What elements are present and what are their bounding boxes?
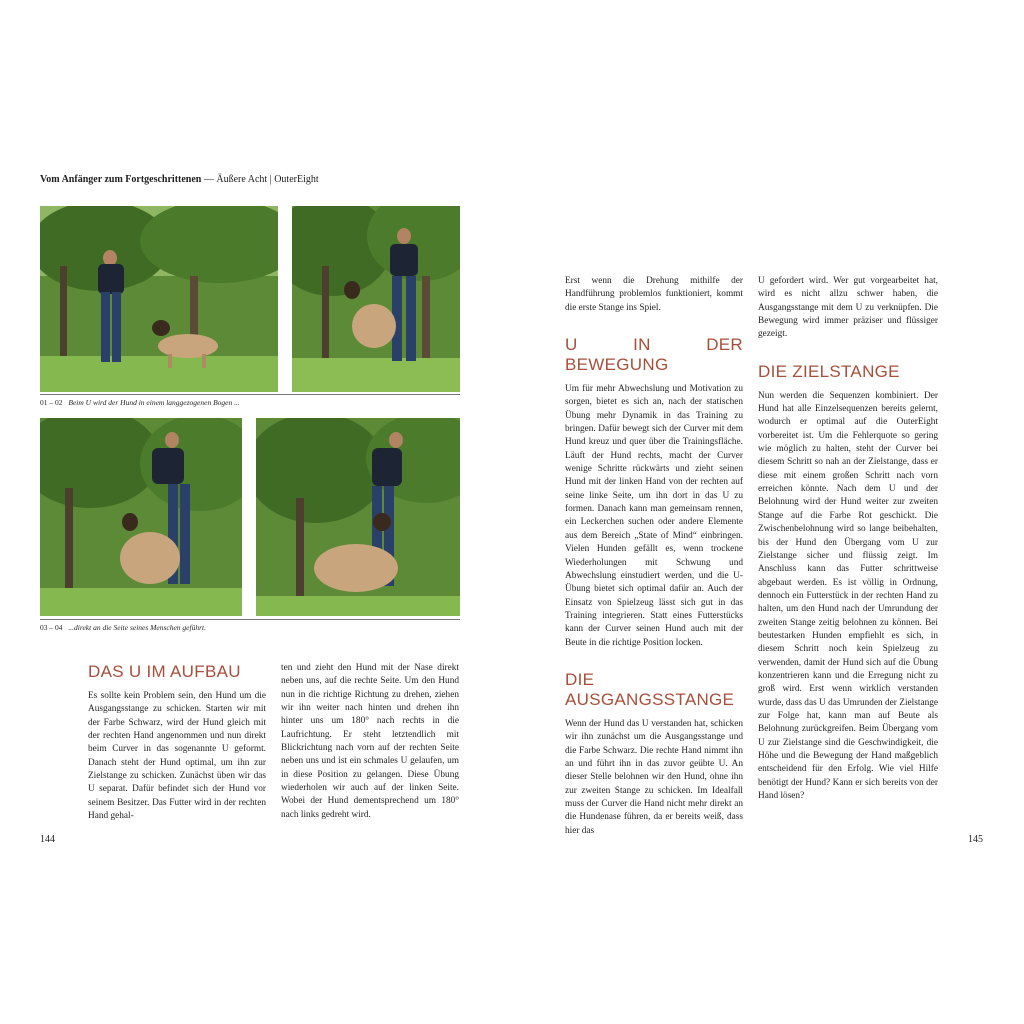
paragraph: Nun werden die Sequenzen kombiniert. Der Hund hat alle Einzelsequenzen bereits gelernt, wodurch er optimal auf die OuterEight vorbereitet ist. Um die Fehlerquote so gering wie möglich zu halten, steht der Curver bei diesem Schritt so nah an der Zielstange, dass er diese mit einem großen Schritt nach vorn erreichen könnte. Nach dem U und der Belohnung wird der Hund weiter zur zweiten Stange auf die Farbe Rot geschickt. Die Zwischenbelohnung wird so lange beibehalten, bis der Hund den Übergang vom U zur Zielstange sicher und flüssig zeigt. Im Anschluss kann das Futter schrittweise abgebaut werden. Es ist völlig in Ordnung, dennoch ein Futterstück in der rechten Hand zu halten, um den Hund nach der Umrundung der zweiten Stange zeitig belohnen zu können. Bei beutestarken Hunden empfiehlt es sich, in diesem Schritt noch kein Spielzeug zu verwenden, damit der Hund sich auf die Übung konzentrieren kann und die Erregung nicht zu groß wird. Erst wenn wirklich verstanden wurde, dass das U das Umrunden der Zielstange zur Folge hat, kann man auf Beute als Belohnung zurückgreifen. Beim Übergang vom U zur Zielstange sind die Geschwindigkeit, die Höhe und die Bewegung der Hand maßgeblich entscheidend für den Erfolg. Wie viel Hilfe benötigt der Hund? Kann er sich bereits von der Hand lösen?: [758, 390, 938, 802]
column-left-1: [88, 662, 266, 823]
caption-01-02: [40, 394, 460, 407]
running-head-title: Vom Anfänger zum Fortgeschrittenen: [40, 174, 202, 185]
heading-die-zielstange: DIE ZIELSTANGE: [758, 361, 900, 381]
column-right-2: [758, 275, 938, 803]
page-number-right: 145: [968, 834, 983, 845]
heading-das-u-im-aufbau: DAS U IM AUFBAU: [88, 662, 241, 681]
page-number-left: 144: [40, 834, 55, 845]
photo-02: [292, 206, 460, 392]
caption-text: Beim U wird der Hund in einem langgezogenen Bogen ...: [68, 398, 240, 407]
photo-04: [256, 418, 460, 616]
running-head-subtitle: Äußere Acht | OuterEight: [216, 174, 319, 185]
paragraph: ten und zieht den Hund mit der Nase direkt neben uns, auf die rechte Seite. Um den Hund nun in die richtige Richtung zu drehen, ziehen wir ihn weiter nach hinten und drehen ihn hinter uns um 180° nach rechts in die Laufrichtung. Er steht letztendlich mit Blickrichtung nach vorn auf der rechten Seite neben uns und ist ein schmales U gelaufen, um in diese Position zu gelangen. Diese Übung wiederholen wir auch auf der linken Seite. Wobei der Hund dementsprechend um 180° nach links gedreht wird.: [281, 663, 459, 820]
caption-number: 01 – 02: [40, 398, 63, 407]
heading-u-in-der-bewegung: U IN DER BEWEGUNG: [565, 335, 743, 375]
running-head: [40, 174, 319, 185]
paragraph: Um für mehr Abwechslung und Motivation zu sorgen, bietet es sich an, nach der statischen Übung mehr Dynamik in das Training zu bringen. Dafür bewegt sich der Curver mit dem Hund kreuz und quer über die Trainingsfläche. Läuft der Hund rechts, macht der Curver wenige Schritte rückwärts und zieht seinen Hund mit der linken Hand von der rechten auf seine linke Seite, um ihn dort in das U zu formen. Danach kann man gemeinsam rennen, ein Leckerchen suchen oder andere Elemente aus dem Bereich „State of Mind“ einbringen. Vielen Hunden gefällt es, wenn trockene Wiederholungen mit Schwung und Abwechslung einstudiert werden, und die U-Übung bietet sich optimal dafür an. Auch der Einsatz von Spielzeug lässt sich gut in das Training integrieren. Statt eines Futterstücks kann der Curver seinen Hund auch mit der Beute in die richtige Position locken.: [565, 384, 743, 648]
heading-die-ausgangsstange: DIE AUSGANGSSTANGE: [565, 669, 735, 709]
photo-03: [40, 418, 242, 616]
paragraph: Wenn der Hund das U verstanden hat, schicken wir ihn zunächst um die Ausgangsstange und die Farbe Schwarz. Die rechte Hand nimmt ihn an und führt ihn in das zuvor geübte U. An dieser Stelle belohnen wir den Hund, ohne ihn zur zweiten Stange zu schicken. Im Idealfall muss der Curver die Hand nicht mehr direkt an die Hundenase führen, da er bereits weiß, dass hier das: [565, 718, 743, 836]
paragraph: U gefordert wird. Wer gut vorgearbeitet hat, wird es nicht allzu schwer haben, die Ausgangsstange mit dem U zu verknüpfen. Die Bewegung wird immer präziser und flüssiger gezeigt.: [758, 276, 938, 340]
column-left-2: [281, 662, 459, 822]
photo-01: [40, 206, 278, 392]
caption-text: ...direkt an die Seite seines Menschen geführt.: [68, 623, 206, 632]
running-head-separator: —: [203, 174, 214, 185]
paragraph: Es sollte kein Problem sein, den Hund um die Ausgangsstange zu schicken. Starten wir mit der Farbe Schwarz, wird der Hund gleich mit der rechten Hand angenommen und nun direkt beim Curver in das sogenannte U geformt. Danach steht der Hund optimal, um ihn zur Zielstange zu schicken. Zunächst üben wir das U separat. Dafür befindet sich der Hund vor seinem Besitzer. Das Futter wird in der rechten Hand gehal-: [88, 691, 266, 822]
paragraph: Erst wenn die Drehung mithilfe der Handführung problemlos funktioniert, kommt die erste Stange ins Spiel.: [565, 276, 743, 313]
caption-number: 03 – 04: [40, 623, 63, 632]
caption-03-04: [40, 619, 460, 632]
column-right-1: [565, 275, 743, 838]
